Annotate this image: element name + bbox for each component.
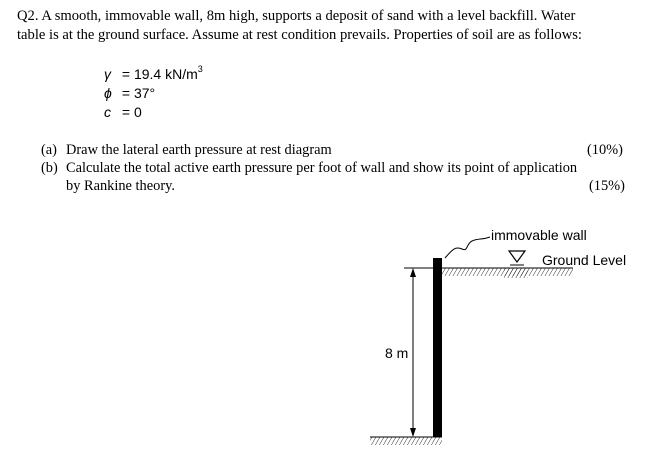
part-a-text: Draw the lateral earth pressure at rest diagram <box>66 142 332 158</box>
arrow-down-icon <box>410 428 416 437</box>
c-symbol: c <box>104 104 111 120</box>
equals-sign: = <box>118 66 134 82</box>
base-hatch <box>370 437 442 445</box>
gamma-symbol: γ <box>104 66 111 82</box>
question-line-2: table is at the ground surface. Assume at rest condition prevails. Properties of soil are as follows: <box>17 27 582 43</box>
wall <box>433 258 442 437</box>
equals-sign: = <box>118 85 134 101</box>
part-b-text-cont: by Rankine theory. <box>66 178 175 194</box>
part-b-label: (b) <box>41 160 58 176</box>
part-a-marks: (10%) <box>587 142 623 158</box>
arrow-up-icon <box>410 268 416 277</box>
ground-level-label: Ground Level <box>542 252 627 268</box>
superscript: 3 <box>197 64 203 74</box>
leader-line <box>445 237 490 258</box>
part-a-label: (a) <box>41 142 57 158</box>
water-table-icon <box>509 251 525 262</box>
wall-label: immovable wall <box>491 227 587 243</box>
part-b-text: Calculate the total active earth pressure per foot of wall and show its point of application <box>66 160 578 176</box>
question-line-1: Q2. A smooth, immovable wall, 8m high, supports a deposit of sand with a level backfill. Water <box>17 8 576 24</box>
phi-symbol: ϕ <box>104 85 112 101</box>
friction-angle-value: 37° <box>133 85 156 101</box>
height-label: 8 m <box>385 345 409 361</box>
cohesion-value: 0 <box>133 104 142 120</box>
part-b-marks: (15%) <box>589 178 625 194</box>
equals-sign: = <box>118 104 134 120</box>
unit-weight-value: 19.4 kN/m <box>133 66 198 82</box>
water-table-hatch <box>504 268 528 278</box>
